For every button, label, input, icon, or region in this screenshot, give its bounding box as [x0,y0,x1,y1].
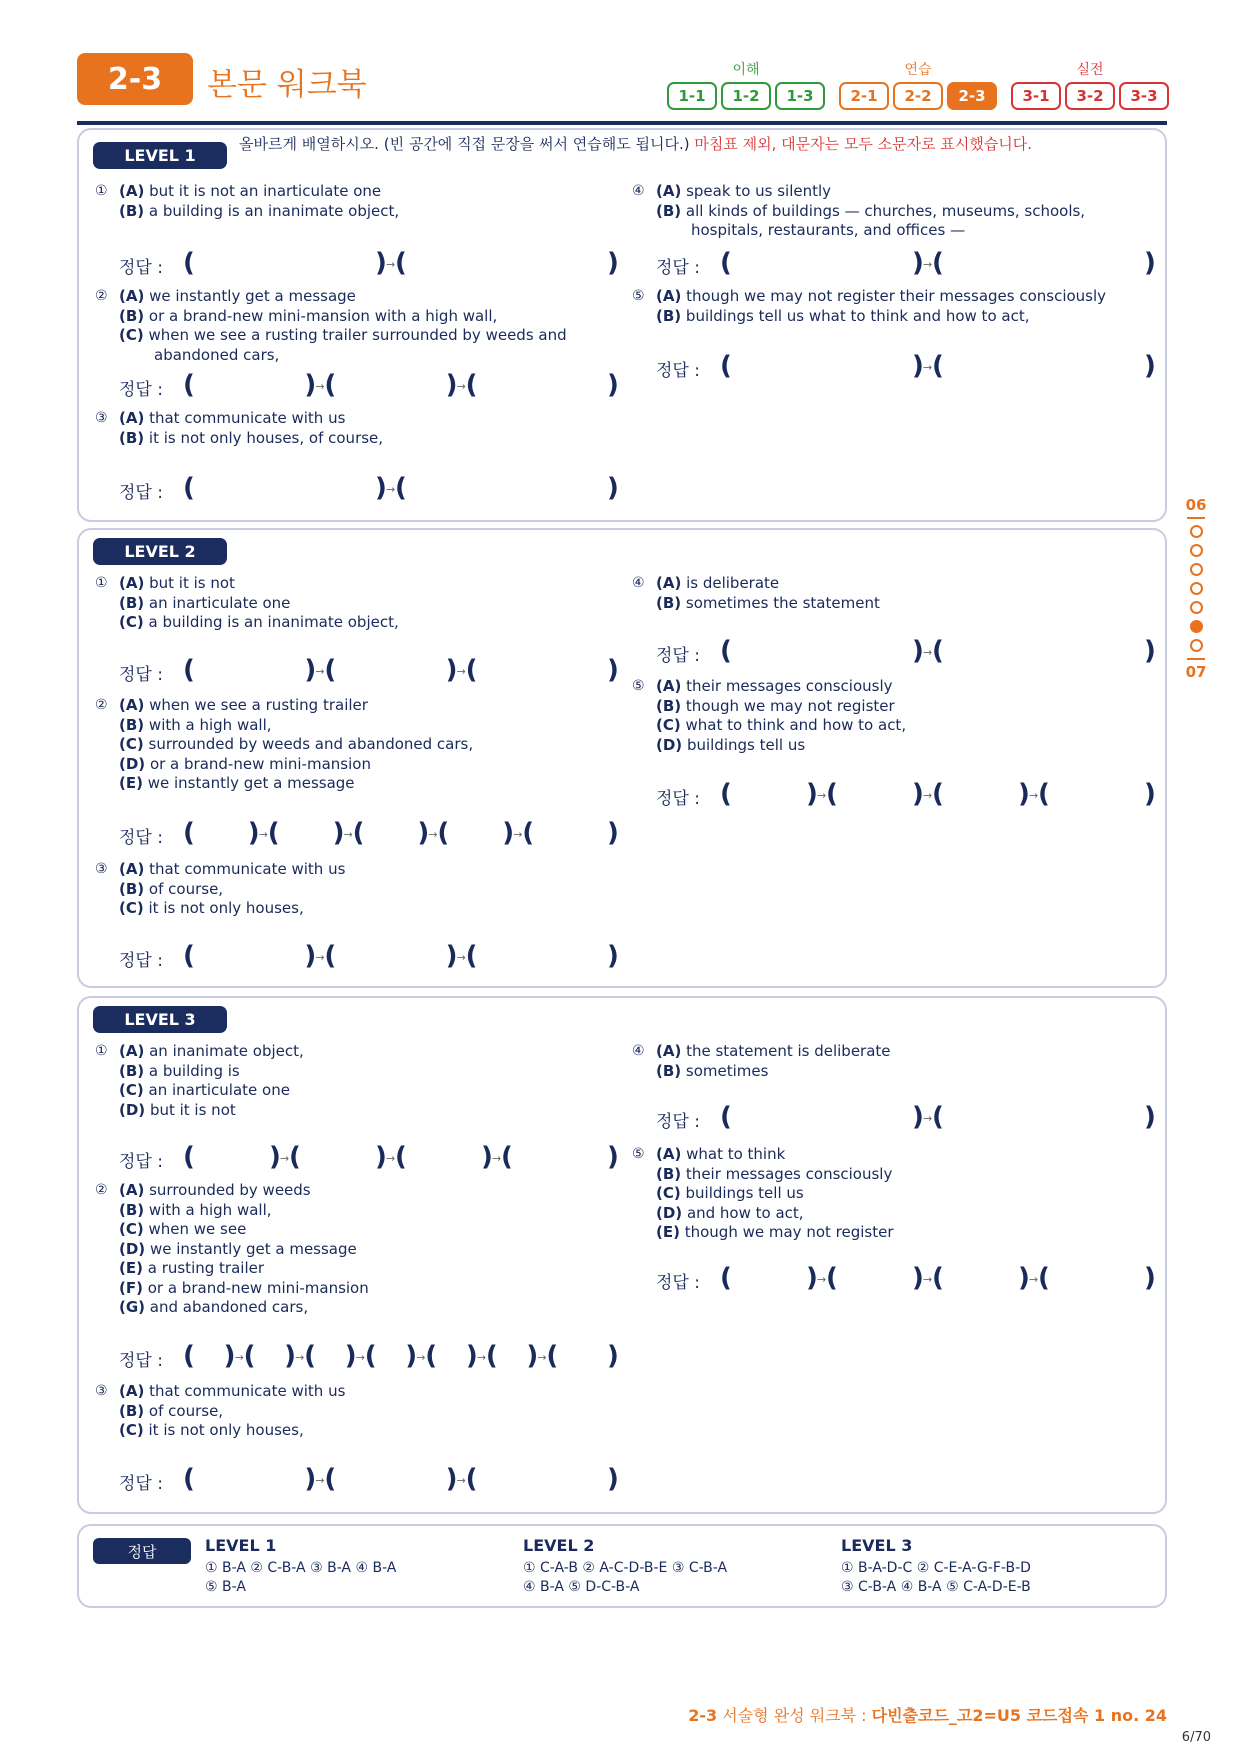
choice-item: (A) is deliberate [656,574,780,592]
choice-item: (A) surrounded by weeds [119,1181,311,1199]
close-paren: ) [375,473,387,503]
choice-item: (A) when we see a rusting trailer [119,696,368,714]
open-paren: ( [1038,779,1050,809]
choice-item: (B) a building is an inanimate object, [119,201,400,220]
answer-key-line: ④ B-A ⑤ D-C-B-A [523,1579,640,1595]
question [95,287,615,365]
answer-key-title: LEVEL 3 [841,1536,913,1555]
nav-button-1-3[interactable]: 1-3 [775,82,825,110]
answer-label: 정답 : [656,646,700,666]
answer-key-line: ① C-A-B ② A-C-D-B-E ③ C-B-A [523,1560,728,1576]
answer-label: 정답 : [119,258,163,278]
open-paren: ( [826,1263,838,1293]
question-number: ⑤ [632,678,645,694]
choice-item: (A) what to think [656,1145,786,1163]
nav-button-1-2[interactable]: 1-2 [721,82,771,110]
close-paren: ) [1144,779,1156,809]
arrow-icon: → [416,1351,426,1364]
close-paren: ) [526,1341,539,1371]
choice-item: (A) though we may not register their messages consciously [656,287,1107,305]
arrow-icon: → [386,483,396,496]
open-paren: ( [183,473,195,503]
open-paren: ( [826,779,838,809]
side-progress-end: 07 [1185,663,1207,681]
open-paren: ( [289,1142,301,1172]
progress-dot [1190,563,1203,576]
open-paren: ( [720,1102,732,1132]
arrow-icon: → [456,951,466,964]
open-paren: ( [183,370,195,400]
arrow-icon: → [513,828,523,841]
open-paren: ( [183,1142,195,1172]
choice-item: (C) surrounded by weeds and abandoned cars, [119,735,474,753]
question [95,182,615,221]
open-paren: ( [395,1142,407,1172]
question [95,409,615,448]
open-paren: ( [183,1341,195,1371]
level-badge: LEVEL 3 [93,1006,227,1033]
arrow-icon: → [386,1152,396,1165]
open-paren: ( [324,941,337,971]
close-paren: ) [912,1263,924,1293]
choice-item: (D) or a brand-new mini-mansion [119,754,371,773]
choice-item: (C) what to think and how to act, [656,716,907,734]
answer-blank[interactable] [119,655,619,686]
open-paren: ( [720,351,732,381]
choice-item: (E) we instantly get a message [119,774,355,792]
answer-label: 정답 : [119,483,163,503]
progress-dot-current [1190,620,1203,633]
arrow-icon: → [923,1112,933,1125]
choice-item: (B) of course, [119,879,224,898]
question [95,574,615,633]
open-paren: ( [304,1341,317,1371]
question-number: ② [95,288,108,304]
choice-item: (B) with a high wall, [119,715,272,734]
arrow-icon: → [315,1474,325,1487]
open-paren: ( [522,818,535,848]
arrow-icon: → [315,951,325,964]
choice-item: (E) a rusting trailer [119,1259,265,1277]
nav-button-3-3[interactable]: 3-3 [1119,82,1169,110]
arrow-icon: → [923,361,933,374]
open-paren: ( [324,1464,337,1494]
open-paren: ( [485,1341,498,1371]
open-paren: ( [720,779,732,809]
progress-dot [1190,525,1203,538]
progress-dot [1190,544,1203,557]
answer-label: 정답 : [656,1112,700,1132]
choice-item: (A) but it is not an inarticulate one [119,182,382,200]
open-paren: ( [720,636,732,666]
choice-item: (C) buildings tell us [656,1184,804,1202]
choice-item: (C) a building is an inanimate object, [119,613,399,631]
close-paren: ) [247,818,260,848]
choice-item: (D) but it is not [119,1100,236,1119]
answer-blank[interactable] [656,1263,1156,1294]
close-paren: ) [417,818,430,848]
question-number: ② [95,1182,108,1198]
open-paren: ( [395,248,407,278]
choice-item: (B) of course, [119,1401,224,1420]
close-paren: ) [304,370,317,400]
choice-item: (D) and how to act, [656,1203,804,1222]
close-paren: ) [912,1102,924,1132]
level2-section [77,528,1167,988]
arrow-icon: → [343,828,353,841]
answer-label: 정답 : [119,1351,163,1371]
progress-dot [1190,582,1203,595]
open-paren: ( [243,1341,256,1371]
arrow-icon: → [492,1152,502,1165]
question-number: ⑤ [632,1146,645,1162]
choice-item: (D) buildings tell us [656,735,806,754]
close-paren: ) [1144,1102,1156,1132]
open-paren: ( [324,655,337,685]
question-number: ③ [95,410,108,426]
choice-item: (C) when we see [119,1220,247,1238]
arrow-icon: → [295,1351,305,1364]
section-badge: 2-3 [77,53,193,105]
open-paren: ( [546,1341,559,1371]
open-paren: ( [395,473,407,503]
answer-key-line: ⑤ B-A [205,1579,246,1595]
question [632,287,1162,326]
arrow-icon: → [315,665,325,678]
choice-item: (B) with a high wall, [119,1200,272,1219]
side-progress-start: 06 [1185,496,1207,514]
arrow-icon: → [817,789,827,802]
answer-blank[interactable] [656,636,1156,667]
question [95,696,615,794]
choice-item: (B) though we may not register [656,696,895,715]
choice-item: (B) or a brand-new mini-mansion with a high wall, [119,306,498,325]
close-paren: ) [304,941,317,971]
choice-item: (A) that communicate with us [119,409,346,427]
choice-item: (A) but it is not [119,574,235,592]
open-paren: ( [437,818,450,848]
choice-item-continuation: hospitals, restaurants, and offices — [691,221,966,239]
open-paren: ( [932,351,944,381]
choice-item: (G) and abandoned cars, [119,1298,309,1316]
close-paren: ) [607,473,619,503]
answer-label: 정답 : [119,380,163,400]
nav-button-3-2[interactable]: 3-2 [1065,82,1115,110]
close-paren: ) [912,248,924,278]
open-paren: ( [183,1464,195,1494]
level1-section [77,128,1167,522]
close-paren: ) [607,370,619,400]
choice-item: (B) buildings tell us what to think and how to act, [656,306,1030,325]
answer-blank[interactable] [119,248,619,279]
choice-item: (B) all kinds of buildings — churches, museums, schools, [656,201,1086,220]
close-paren: ) [375,248,387,278]
level-badge: LEVEL 2 [93,538,227,565]
open-paren: ( [932,1263,944,1293]
question [95,1181,615,1318]
close-paren: ) [607,655,619,685]
nav-group-real [1011,59,1169,110]
answer-blank[interactable] [656,779,1156,810]
question [95,1042,615,1120]
open-paren: ( [267,818,280,848]
question-number: ① [95,1043,108,1059]
answer-key-level3 [841,1536,1031,1597]
arrow-icon: → [234,1351,244,1364]
choice-item: (A) we instantly get a message [119,287,356,305]
close-paren: ) [1144,248,1156,278]
answer-blank[interactable] [119,818,619,849]
choice-item: (C) it is not only houses, [119,1421,304,1439]
answer-key-line: ① B-A-D-C ② C-E-A-G-F-B-D [841,1560,1031,1576]
close-paren: ) [1144,636,1156,666]
choice-item: (B) a building is [119,1061,240,1080]
close-paren: ) [223,1341,236,1371]
question [632,1042,1162,1081]
close-paren: ) [269,1142,281,1172]
question [632,677,1162,755]
close-paren: ) [445,1464,458,1494]
level-badge: LEVEL 1 [93,142,227,169]
close-paren: ) [1018,1263,1030,1293]
answer-label: 정답 : [119,1474,163,1494]
header-divider [77,121,1167,125]
answer-label: 정답 : [656,258,700,278]
choice-item: (F) or a brand-new mini-mansion [119,1278,369,1297]
close-paren: ) [375,1142,387,1172]
open-paren: ( [352,818,365,848]
arrow-icon: → [386,258,396,271]
arrow-icon: → [456,665,466,678]
arrow-icon: → [537,1351,547,1364]
answer-blank[interactable] [656,248,1156,279]
choice-item: (A) their messages consciously [656,677,893,695]
nav-button-3-1[interactable]: 3-1 [1011,82,1061,110]
nav-label: 이해 [732,62,760,78]
answer-label: 정답 : [119,828,163,848]
choice-item: (A) the statement is deliberate [656,1042,891,1060]
question-number: ③ [95,1383,108,1399]
open-paren: ( [183,818,195,848]
answer-blank[interactable] [119,1464,619,1495]
close-paren: ) [332,818,345,848]
open-paren: ( [183,655,195,685]
arrow-icon: → [923,789,933,802]
progress-dot [1190,639,1203,652]
answer-key-line: ① B-A ② C-B-A ③ B-A ④ B-A [205,1560,397,1576]
answer-blank[interactable] [656,1102,1156,1133]
question [632,574,1162,613]
close-paren: ) [912,636,924,666]
open-paren: ( [465,655,478,685]
close-paren: ) [284,1341,297,1371]
progress-dot [1190,601,1203,614]
choice-item: (B) it is not only houses, of course, [119,428,384,447]
open-paren: ( [364,1341,377,1371]
nav-button-1-1[interactable]: 1-1 [667,82,717,110]
close-paren: ) [912,351,924,381]
choice-item: (B) sometimes [656,1061,769,1080]
close-paren: ) [344,1341,357,1371]
choice-item: (A) that communicate with us [119,1382,346,1400]
question-number: ① [95,183,108,199]
answer-key-line: ③ C-B-A ④ B-A ⑤ C-A-D-E-B [841,1579,1031,1595]
answer-blank[interactable] [656,351,1156,382]
question-number: ① [95,575,108,591]
page-header [77,53,1167,123]
close-paren: ) [607,941,619,971]
open-paren: ( [932,248,944,278]
open-paren: ( [425,1341,438,1371]
close-paren: ) [304,655,317,685]
arrow-icon: → [315,380,325,393]
close-paren: ) [912,779,924,809]
choice-item: (B) their messages consciously [656,1164,893,1183]
close-paren: ) [607,1464,619,1494]
answer-key-badge: 정답 [93,1538,191,1564]
arrow-icon: → [1029,789,1039,802]
nav-button-2-3[interactable]: 2-3 [947,82,997,110]
choice-item: (C) it is not only houses, [119,899,304,917]
nav-label: 연습 [904,62,932,78]
close-paren: ) [1018,779,1030,809]
answer-key-title: LEVEL 1 [205,1536,277,1555]
close-paren: ) [405,1341,418,1371]
open-paren: ( [465,370,478,400]
open-paren: ( [183,248,195,278]
close-paren: ) [445,370,458,400]
question [95,1382,615,1441]
close-paren: ) [607,248,619,278]
close-paren: ) [607,1142,619,1172]
arrow-icon: → [817,1273,827,1286]
arrow-icon: → [923,646,933,659]
nav-label: 실전 [1076,62,1104,78]
open-paren: ( [932,1102,944,1132]
close-paren: ) [481,1142,493,1172]
nav-button-2-2[interactable]: 2-2 [893,82,943,110]
nav-button-2-1[interactable]: 2-1 [839,82,889,110]
question-number: ④ [632,183,645,199]
answer-label: 정답 : [119,665,163,685]
close-paren: ) [1144,351,1156,381]
close-paren: ) [445,655,458,685]
choice-item: (B) sometimes the statement [656,593,880,612]
arrow-icon: → [923,1273,933,1286]
close-paren: ) [806,779,818,809]
choice-item: (E) though we may not register [656,1223,894,1241]
nav-group-understand [667,59,825,110]
choice-item: (C) an inarticulate one [119,1081,290,1099]
answer-label: 정답 : [656,789,700,809]
question-number: ③ [95,861,108,877]
question-number: ⑤ [632,288,645,304]
choice-item: (A) an inanimate object, [119,1042,304,1060]
side-progress [1185,496,1207,681]
answer-key-level1 [205,1536,396,1597]
open-paren: ( [932,779,944,809]
question [632,182,1162,241]
arrow-icon: → [923,258,933,271]
answer-key-title: LEVEL 2 [523,1536,595,1555]
open-paren: ( [465,1464,478,1494]
answer-label: 정답 : [119,1152,163,1172]
close-paren: ) [1144,1263,1156,1293]
answer-key [77,1524,1167,1608]
close-paren: ) [607,818,619,848]
arrow-icon: → [1029,1273,1039,1286]
question [632,1145,1162,1243]
close-paren: ) [465,1341,478,1371]
arrow-icon: → [280,1152,290,1165]
answer-label: 정답 : [656,361,700,381]
close-paren: ) [445,941,458,971]
arrow-icon: → [355,1351,365,1364]
arrow-icon: → [476,1351,487,1364]
open-paren: ( [465,941,478,971]
nav-group-practice [839,59,997,110]
answer-blank[interactable] [119,370,619,401]
page-number: 6/70 [1181,1730,1211,1745]
close-paren: ) [304,1464,317,1494]
open-paren: ( [324,370,337,400]
close-paren: ) [806,1263,818,1293]
page-title: 본문 워크북 [207,67,367,103]
answer-key-level2 [523,1536,727,1597]
answer-blank[interactable] [119,1142,619,1173]
open-paren: ( [720,1263,732,1293]
open-paren: ( [932,636,944,666]
arrow-icon: → [456,1474,466,1487]
arrow-icon: → [428,828,438,841]
close-paren: ) [607,1341,619,1371]
level3-section [77,996,1167,1514]
footer: 2-3 서술형 완성 워크북 : 다빈출코드_고2=U5 코드접속 1 no. 24 [688,1706,1167,1725]
instruction: 올바르게 배열하시오. (빈 공간에 직접 문장을 써서 연습해도 됩니다.) 마침표 제외, 대문자는 모두 소문자로 표시했습니다. [239,135,1033,153]
answer-blank[interactable] [119,473,619,504]
answer-blank[interactable] [119,941,619,972]
answer-blank[interactable] [119,1341,619,1372]
question-number: ② [95,697,108,713]
question [95,860,615,919]
arrow-icon: → [258,828,269,841]
open-paren: ( [501,1142,513,1172]
choice-item: (B) an inarticulate one [119,593,291,612]
answer-label: 정답 : [119,951,163,971]
open-paren: ( [1038,1263,1050,1293]
close-paren: ) [502,818,515,848]
choice-item: (A) speak to us silently [656,182,832,200]
open-paren: ( [183,941,195,971]
choice-item: (C) when we see a rusting trailer surrounded by weeds and [119,326,567,344]
choice-item: (A) that communicate with us [119,860,346,878]
answer-label: 정답 : [656,1273,700,1293]
choice-item-continuation: abandoned cars, [154,345,280,364]
question-number: ④ [632,1043,645,1059]
choice-item: (D) we instantly get a message [119,1239,357,1258]
question-number: ④ [632,575,645,591]
open-paren: ( [720,248,732,278]
arrow-icon: → [456,380,466,393]
